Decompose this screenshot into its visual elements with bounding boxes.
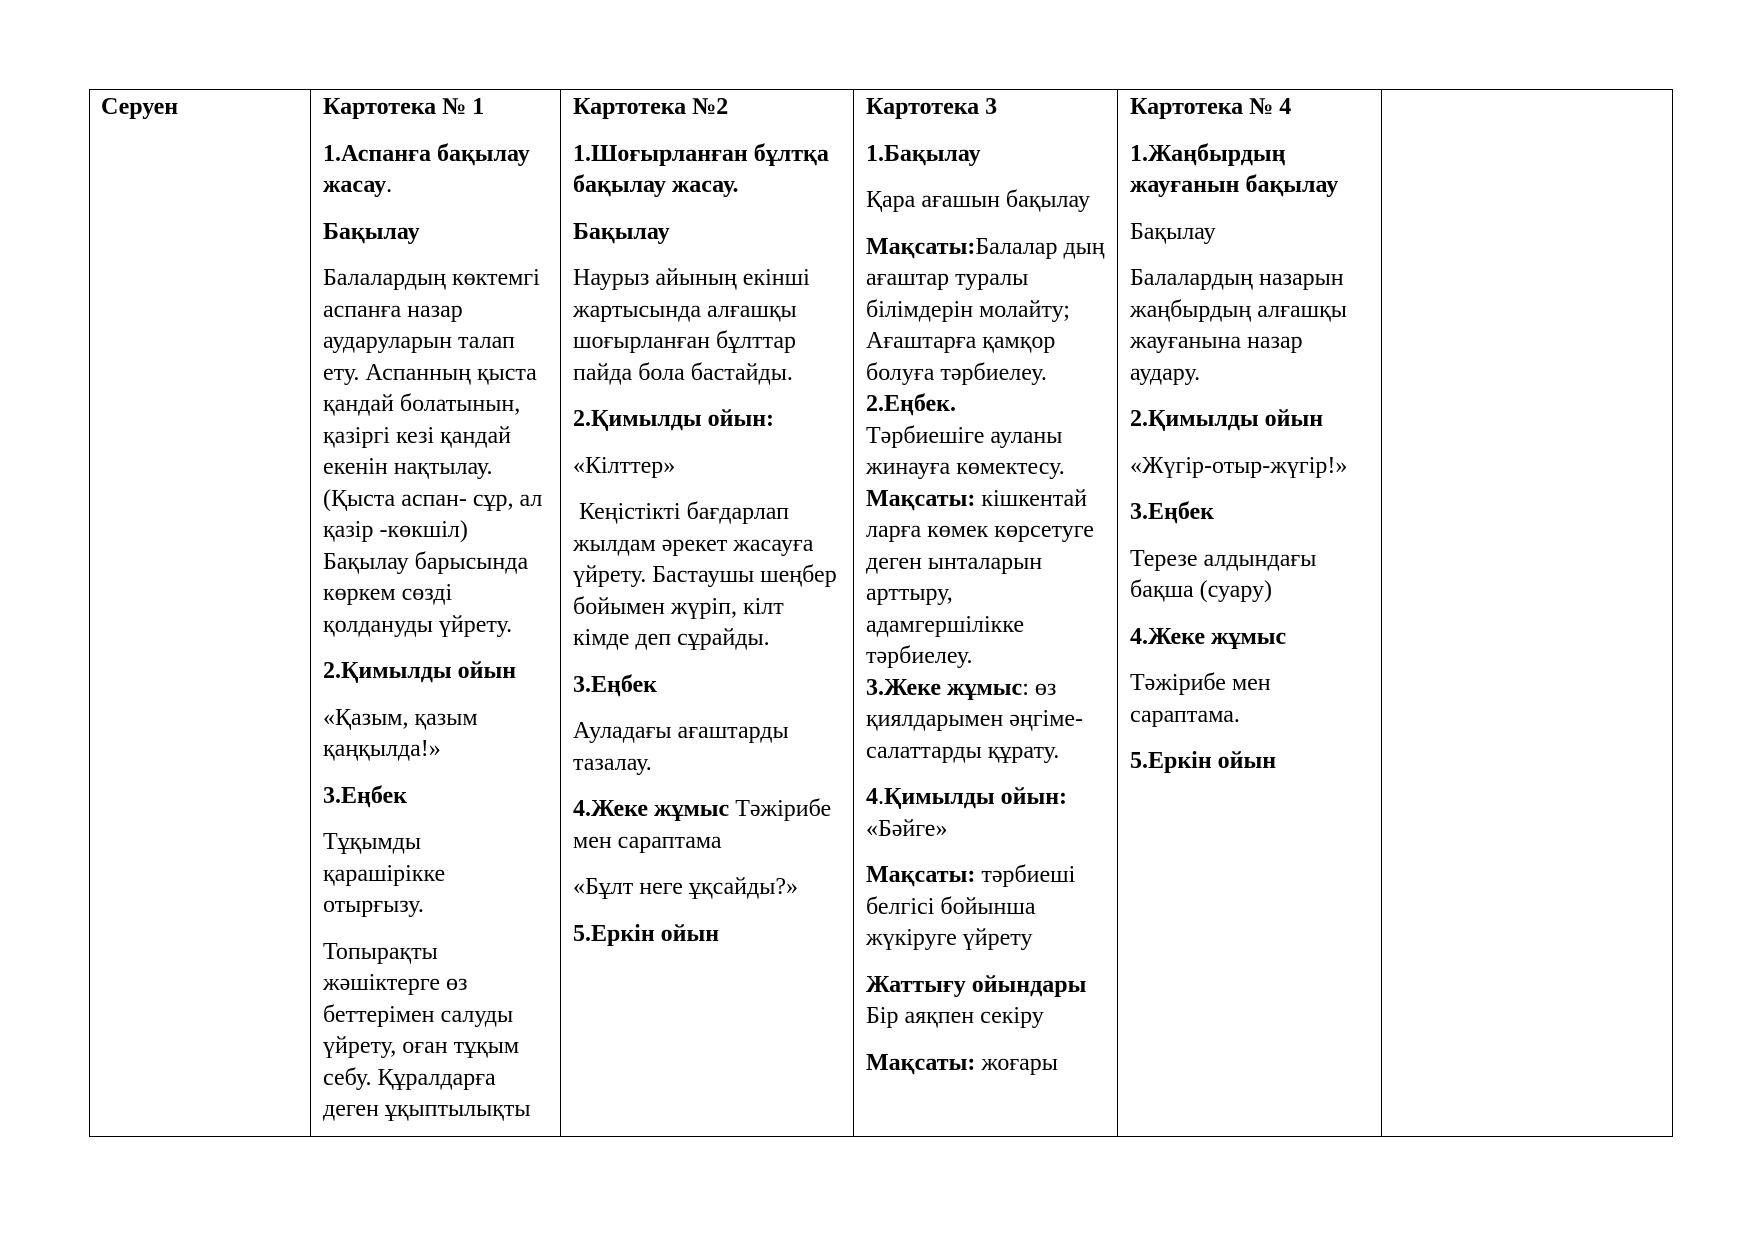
card-3-item-2-heading: 2.Еңбек. (866, 391, 956, 417)
card-2-cell (561, 90, 854, 1137)
card-3-goal-3-text: тәрбиеші белгісі бойынша жүкіруге үйрету (866, 862, 1076, 951)
card-2-description: Наурыз айының екінші жартысында алғашқы шоғырланған бұлттар пайда бола бастайды. (573, 265, 810, 386)
card-3-exercise-label: Жаттығу ойындары (866, 971, 1087, 998)
card-3-goal-4-text: жоғары (975, 1049, 1058, 1076)
row-label: Серуен (101, 94, 179, 120)
card-3-exercise (866, 970, 1105, 1033)
card-3-goal-1 (866, 232, 1105, 390)
card-3-item-4 (866, 782, 1105, 845)
activity-table (89, 89, 1673, 1137)
card-3-goal-3 (866, 860, 1105, 955)
card-4-title: Картотека № 4 (1130, 94, 1292, 120)
card-1-subheading: Бақылау (323, 218, 420, 245)
card-2-labor-task: Ауладағы ағаштарды тазалау. (573, 718, 789, 776)
card-3-goal-2 (866, 484, 1105, 673)
card-3-title: Картотека 3 (866, 94, 998, 120)
card-1-item-1-heading: 1.Аспанға бақылау жасау (323, 140, 530, 198)
card-2-item-1-heading: 1.Шоғырланған бұлтқа бақылау жасау. (573, 140, 829, 198)
row-label-cell (90, 90, 311, 1137)
card-2-subheading: Бақылау (573, 218, 670, 245)
card-2-game-name: «Кілттер» (573, 452, 676, 479)
card-2-title: Картотека №2 (573, 94, 729, 120)
card-3-item-4-heading: Қимылды ойын: (884, 784, 1068, 810)
card-4-description: Балалардың назарын жаңбырдың алғашқы жауғанына назар аудару. (1130, 265, 1347, 386)
card-3-goal-4 (866, 1048, 1105, 1080)
card-3-item-4-game: «Бәйге» (866, 815, 948, 842)
card-2-item-3-heading: 3.Еңбек (573, 671, 657, 698)
card-3-item-3 (866, 673, 1105, 768)
empty-cell (1382, 90, 1673, 1137)
card-3-observation: Қара ағашын бақылау (866, 187, 1090, 213)
card-3-goal-3-label: Мақсаты: (866, 862, 976, 888)
card-3-cell (854, 90, 1118, 1137)
card-2-item-4 (573, 794, 841, 857)
card-2-item-4-heading: 4.Жеке жұмыс (573, 796, 730, 822)
card-4-cell (1118, 90, 1382, 1137)
card-1-game-name: «Қазым, қазым қаңқылда!» (323, 704, 478, 762)
card-2-item-5-heading: 5.Еркін ойын (573, 920, 720, 947)
card-1-description: Балалардың көктемгі аспанға назар аударуларын талап ету. Аспанның қыста қандай болатынын, қазіргі кезі қандай екенін нақтылау. (Қыста аспан- сұр, ал қазір -көкшіл) Бақылау барысында көркем сөзді қолдануды үйрету. (323, 265, 543, 638)
card-3-item-4-number: 4 (866, 784, 878, 810)
card-2-item-4-tail: Тәжірибе мен сараптама (573, 796, 832, 854)
card-4-item-1-heading: 1.Жаңбырдың жауғанын бақылау (1130, 140, 1339, 198)
card-2-question: «Бұлт неге ұқсайды?» (573, 874, 799, 900)
card-1-labor-task: Тұқымды қарашірікке отырғызу. (323, 829, 446, 918)
card-3-goal-4-label: Мақсаты: (866, 1049, 976, 1076)
card-3-goal-2-text: кішкентай ларға көмек көрсетуге деген ынталарын арттыру, адамгершілікке тәрбиелеу. (866, 485, 1094, 669)
card-1-labor-description: Топырақты жәшіктерге өз беттерімен салуды үйрету, оған тұқым себу. Құралдарға деген ұқыптылықты (323, 938, 531, 1122)
card-4-item-4-heading: 4.Жеке жұмыс (1130, 623, 1287, 650)
card-3-exercise-text: Бір аяқпен секіру (866, 1003, 1044, 1029)
card-1-title: Картотека № 1 (323, 94, 485, 120)
card-3-item-1-heading: 1.Бақылау (866, 140, 981, 167)
card-3-item-3-text: : өз қиялдарымен әңгіме-салаттарды құрату. (866, 674, 1084, 764)
card-1-cell (311, 90, 561, 1137)
card-3-item-4-dot: . (878, 784, 884, 810)
card-1-item-2-heading: 2.Қимылды ойын (323, 658, 517, 684)
card-4-individual-task: Тәжірибе мен сараптама. (1130, 670, 1271, 728)
card-3-goal-1-text: Балалар дың ағаштар туралы білімдерін молайту; Ағаштарға қамқор болуға тәрбиелеу. (866, 233, 1105, 386)
card-1-item-1 (323, 139, 548, 202)
card-1-item-3-heading: 3.Еңбек (323, 782, 407, 809)
card-1-item-1-tail: . (386, 172, 393, 198)
table-row (90, 90, 1673, 1137)
card-3-labor-task: Тәрбиешіге ауланы жинауға көмектесу. (866, 422, 1065, 480)
card-4-labor-task: Терезе алдындағы бақша (суару) (1130, 545, 1317, 603)
card-4-item-5-heading: 5.Еркін ойын (1130, 748, 1277, 774)
card-4-item-2-heading: 2.Қимылды ойын (1130, 406, 1324, 432)
card-3-goal-2-label: Мақсаты: (866, 485, 976, 512)
card-4-subheading: Бақылау (1130, 218, 1216, 245)
card-3-item-3-heading: 3.Жеке жұмыс (866, 674, 1023, 701)
card-4-game-name: «Жүгір-отыр-жүгір!» (1130, 452, 1348, 479)
card-4-item-3-heading: 3.Еңбек (1130, 499, 1214, 525)
card-2-item-2-heading: 2.Қимылды ойын: (573, 406, 775, 432)
card-3-goal-1-label: Мақсаты: (866, 233, 976, 260)
card-2-game-description: Кеңістікті бағдарлап жылдам әрекет жасауға үйрету. Бастаушы шеңбер бойымен жүріп, кілт кімде деп сұрайды. (573, 499, 843, 651)
